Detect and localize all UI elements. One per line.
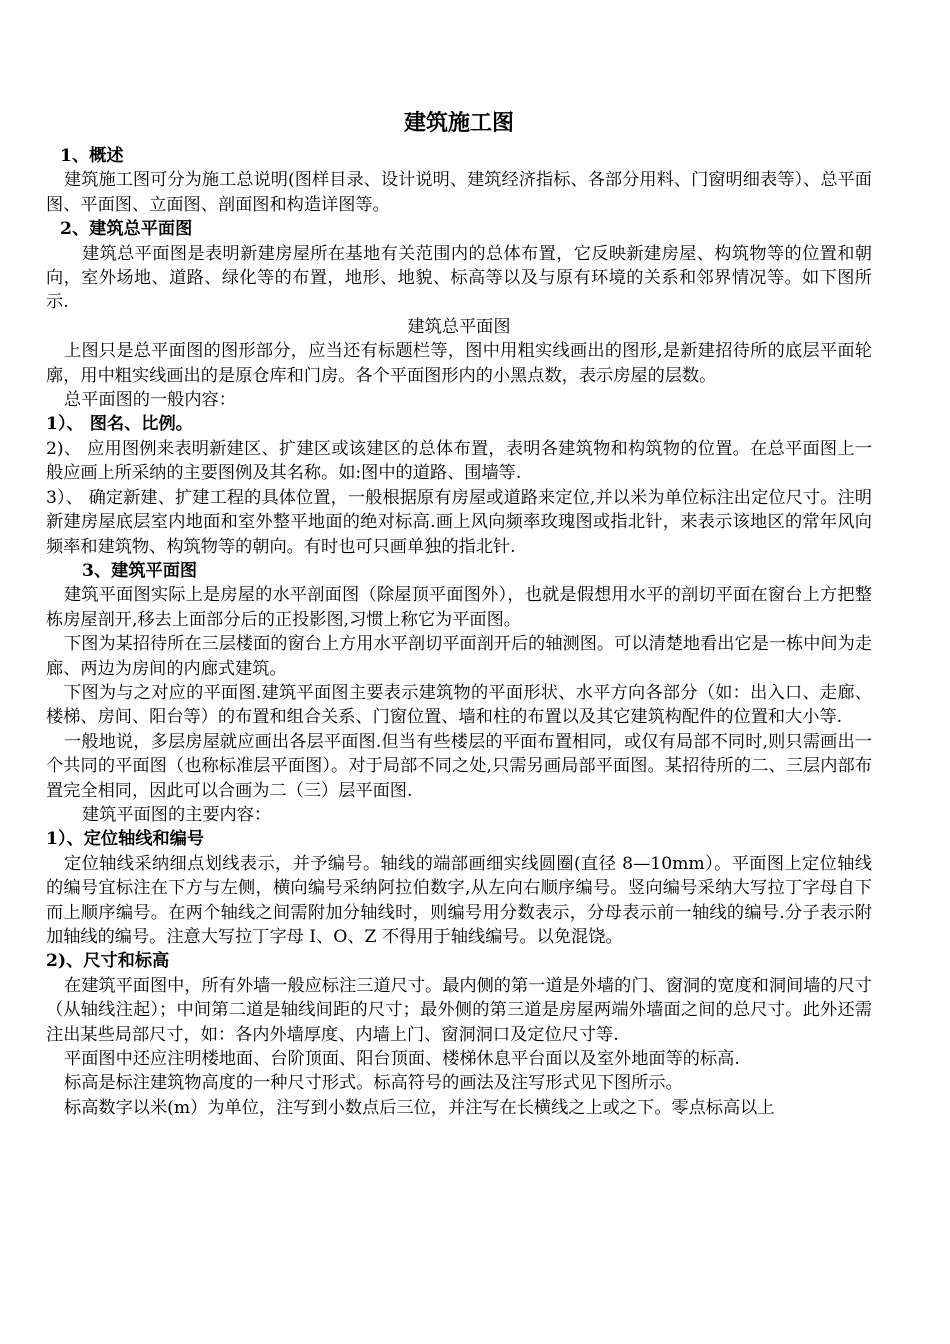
paragraph: 一般地说，多层房屋就应画出各层平面图.但当有些楼层的平面布置相同，或仅有局部不同时,则只需画出一个共同的平面图（也称标准层平面图）。对于局部不同之处,只需另画局部平面图。某招待所的二、三层内部布置完全相同，因此可以合画为二（三）层平面图.: [46, 731, 872, 801]
document-page: [46, 108, 872, 1120]
paragraph: 建筑施工图可分为施工总说明(图样目录、设计说明、建筑经济指标、各部分用料、门窗明细表等）、总平面图、平面图、立面图、剖面图和构造详图等。: [46, 170, 872, 215]
paragraph: 总平面图的一般内容：: [64, 390, 236, 411]
paragraph: 平面图中还应注明楼地面、台阶顶面、阳台顶面、楼梯休息平台面以及室外地面等的标高.: [64, 1049, 740, 1070]
figure-caption: 建筑总平面图: [407, 316, 511, 337]
list-item: 3）、 确定新建、扩建工程的具体位置，一般根据原有房屋或道路来定位,并以米为单位标注出定位尺寸。注明新建房屋底层室内地面和室外整平地面的绝对标高.画上风向频率玫瑰图或指北针，来表示该地区的常年风向频率和建筑物、构筑物等的朝向。有时也可只画单独的指北针.: [46, 487, 872, 557]
subheading: 建筑平面图的主要内容：: [82, 804, 272, 825]
list-item: 2)、 应用图例来表明新建区、扩建区或该建区的总体布置，表明各建筑物和构筑物的位置。在总平面图上一般应画上所采纳的主要图例及其名称。如:图中的道路、围墙等.: [46, 438, 872, 484]
list-item-title: 1）、定位轴线和编号: [46, 829, 205, 850]
paragraph: 下图为与之对应的平面图.建筑平面图主要表示建筑物的平面形状、水平方向各部分（如：出入口、走廊、楼梯、房间、阳台等）的布置和组合关系、门窗位置、墙和柱的布置以及其它建筑构配件的位置和大小等.: [46, 682, 872, 728]
list-item-title: 2)、尺寸和标高: [46, 951, 170, 972]
paragraph: 标高数字以米(m）为单位，注写到小数点后三位，并注写在长横线之上或之下。零点标高以上: [64, 1097, 775, 1118]
section-heading-site-plan: 2、建筑总平面图: [60, 219, 193, 240]
paragraph: 上图只是总平面图的图形部分，应当还有标题栏等，图中用粗实线画出的图形,是新建招待所的底层平面轮廓，用中粗实线画出的是原仓库和门房。各个平面图形内的小黑点数，表示房屋的层数。: [46, 341, 872, 386]
section-heading-floor-plan: 3、建筑平面图: [82, 560, 198, 581]
document-title: 建筑施工图: [403, 110, 514, 136]
paragraph: 建筑总平面图是表明新建房屋所在基地有关范围内的总体布置，它反映新建房屋、构筑物等的位置和朝向，室外场地、道路、绿化等的布置，地形、地貌、标高等以及与原有环境的关系和邻界情况等。如下图所示.: [46, 243, 872, 313]
paragraph: 在建筑平面图中，所有外墙一般应标注三道尺寸。最内侧的第一道是外墙的门、窗洞的宽度和洞间墙的尺寸（从轴线注起）；中间第二道是轴线间距的尺寸；最外侧的第三道是房屋两端外墙面之间的总尺寸。此外还需注出某些局部尺寸，如：各内外墙厚度、内墙上门、窗洞洞口及定位尺寸等.: [46, 975, 872, 1045]
list-item: 1）、 图名、比例。: [46, 414, 193, 435]
paragraph: 下图为某招待所在三层楼面的窗台上方用水平剖切平面剖开后的轴测图。可以清楚地看出它是一栋中间为走廊、两边为房间的内廊式建筑。: [46, 634, 872, 679]
paragraph: 建筑平面图实际上是房屋的水平剖面图（除屋顶平面图外），也就是假想用水平的剖切平面在窗台上方把整栋房屋剖开,移去上面部分后的正投影图,习惯上称它为平面图。: [46, 585, 872, 630]
section-heading-overview: 1、概述: [60, 146, 124, 166]
paragraph: 定位轴线采纳细点划线表示，并予编号。轴线的端部画细实线圆圈(直径 8—10mm）。平面图上定位轴线的编号宜标注在下方与左侧，横向编号采纳阿拉伯数字,从左向右顺序编号。竖向编号采纳大写拉丁字母自下而上顺序编号。在两个轴线之间需附加分轴线时，则编号用分数表示，分母表示前一轴线的编号.分子表示附加轴线的编号。注意大写拉丁字母 I、O、Z 不得用于轴线编号。以免混饶。: [46, 853, 872, 947]
paragraph: 标高是标注建筑物高度的一种尺寸形式。标高符号的画法及注写形式见下图所示。: [64, 1073, 683, 1094]
